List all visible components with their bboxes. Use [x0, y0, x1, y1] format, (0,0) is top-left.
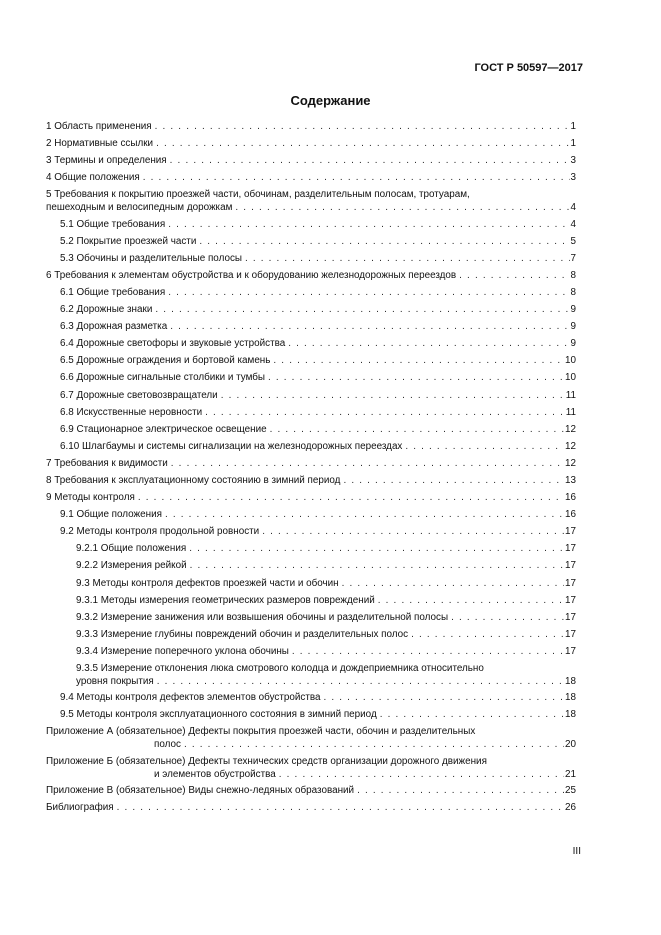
dot-leader: [221, 389, 565, 402]
toc-entry[interactable]: [46, 755, 576, 781]
toc-entry[interactable]: [46, 137, 576, 150]
toc-entry[interactable]: [46, 371, 576, 384]
dot-leader: [459, 269, 569, 282]
toc-entry-page: 17: [565, 645, 576, 657]
toc-entry-page: 17: [565, 543, 576, 555]
dot-leader: [411, 628, 564, 641]
toc-entry-title: 2 Нормативные ссылки: [46, 138, 154, 150]
toc-entry[interactable]: [46, 457, 576, 470]
dot-leader: [270, 423, 564, 436]
toc-entry[interactable]: [46, 423, 576, 436]
toc-entry-page: 4: [570, 202, 576, 214]
toc-entry-title: 6.1 Общие требования: [60, 286, 166, 298]
toc-entry-page: 9: [570, 304, 576, 316]
toc-entry[interactable]: [46, 252, 576, 265]
toc-entry[interactable]: [46, 691, 576, 704]
toc-entry[interactable]: [46, 645, 576, 658]
toc-entry-title: 6.7 Дорожные световозвращатели: [60, 389, 218, 401]
toc-entry-line: Приложение А (обязательное) Дефекты покрытия проезжей части, обочин и разделительных: [46, 726, 476, 738]
toc-entry-title: 9.4 Методы контроля дефектов элементов обустройства: [60, 692, 321, 704]
toc-entry-title: 6.3 Дорожная разметка: [60, 321, 168, 333]
toc-entry-title: 5.2 Покрытие проезжей части: [60, 235, 197, 247]
toc-entry[interactable]: [46, 171, 576, 184]
toc-entry-title: полос: [154, 739, 181, 751]
toc-entry[interactable]: [46, 611, 576, 624]
dot-leader: [156, 137, 569, 150]
toc-entry-page: 8: [570, 269, 576, 281]
toc-entry[interactable]: [46, 508, 576, 521]
toc-entry[interactable]: [46, 542, 576, 555]
dot-leader: [171, 457, 564, 470]
toc-entry-page: 18: [565, 676, 576, 687]
toc-entry[interactable]: [46, 725, 576, 751]
toc-entry-page: 18: [565, 692, 576, 704]
toc-entry-page: 13: [565, 474, 576, 486]
dot-leader: [288, 337, 569, 350]
toc-entry-title: 9.2.2 Измерения рейкой: [76, 560, 187, 572]
toc-entry[interactable]: [46, 218, 576, 231]
toc-entry-title: 6.9 Стационарное электрическое освещение: [60, 423, 267, 435]
toc-entry-title: 9.3.1 Методы измерения геометрических размеров повреждений: [76, 594, 375, 606]
page-number: III: [572, 846, 581, 857]
dot-leader: [184, 738, 564, 751]
toc-entry-title: 6.10 Шлагбаумы и системы сигнализации на железнодорожных переездах: [60, 440, 403, 452]
toc-entry[interactable]: [46, 337, 576, 350]
dot-leader: [380, 708, 564, 721]
toc-entry[interactable]: [46, 662, 576, 688]
toc-entry-page: 11: [565, 406, 576, 418]
toc-entry-page: 10: [565, 355, 576, 367]
dot-leader: [451, 611, 564, 624]
toc-entry[interactable]: [46, 594, 576, 607]
toc-entry-title: 1 Область применения: [46, 121, 152, 132]
dot-leader: [189, 542, 564, 555]
toc-entry-page: 12: [565, 423, 576, 435]
toc-entry[interactable]: [46, 406, 576, 419]
toc-entry-page: 21: [565, 768, 576, 780]
dot-leader: [143, 171, 570, 184]
toc-entry-title: 7 Требования к видимости: [46, 457, 168, 469]
dot-leader: [262, 525, 564, 538]
toc-entry-line: 5 Требования к покрытию проезжей части, обочинам, разделительным полосам, тротуарам,: [46, 189, 470, 201]
toc-entry-page: 5: [570, 235, 576, 247]
toc-entry-title: пешеходным и велосипедным дорожкам: [46, 202, 233, 214]
dot-leader: [357, 784, 564, 797]
toc-entry-title: 6.6 Дорожные сигнальные столбики и тумбы: [60, 372, 266, 384]
dot-leader: [343, 474, 564, 487]
toc-entry-page: 16: [565, 509, 576, 521]
dot-leader: [168, 286, 569, 299]
toc-entry[interactable]: [46, 303, 576, 316]
toc-entry-title: 9.3 Методы контроля дефектов проезжей части и обочин: [76, 577, 339, 589]
toc-entry-line: Приложение Б (обязательное) Дефекты технических средств организации дорожного движения: [46, 755, 487, 767]
toc-entry-title: 9.3.4 Измерение поперечного уклона обочины: [76, 645, 289, 657]
toc-entry[interactable]: [46, 269, 576, 282]
dot-leader: [279, 768, 564, 781]
toc-entry-page: 3: [570, 172, 576, 184]
toc-entry-page: 17: [565, 526, 576, 538]
dot-leader: [378, 594, 564, 607]
toc-entry[interactable]: [46, 474, 576, 487]
dot-leader: [205, 406, 565, 419]
dot-leader: [168, 218, 569, 231]
toc-entry-title: 9.5 Методы контроля эксплуатационного состояния в зимний период: [60, 709, 377, 721]
document-code: ГОСТ Р 50597—2017: [474, 62, 583, 74]
toc-entry-line: 9.3.5 Измерение отклонения люка смотрового колодца и дождеприемника относительно: [76, 663, 484, 674]
toc-entry-page: 12: [565, 440, 576, 452]
toc-entry[interactable]: [46, 801, 576, 814]
toc-entry-page: 11: [565, 389, 576, 401]
toc-entry-title: 6.2 Дорожные знаки: [60, 304, 153, 316]
dot-leader: [117, 801, 564, 814]
toc-entry-title: уровня покрытия: [76, 676, 154, 687]
toc-entry-title: 9.3.2 Измерение занижения или возвышения обочины и разделительной полосы: [76, 611, 449, 623]
table-of-contents: [46, 120, 576, 818]
dot-leader: [165, 508, 564, 521]
dot-leader: [268, 371, 564, 384]
toc-entry[interactable]: [46, 708, 576, 721]
toc-entry[interactable]: [46, 188, 576, 214]
toc-entry[interactable]: [46, 491, 576, 504]
toc-entry-page: 17: [565, 560, 576, 572]
toc-entry[interactable]: [46, 525, 576, 538]
toc-entry[interactable]: [46, 784, 576, 797]
toc-entry-page: 8: [570, 286, 576, 298]
dot-leader: [155, 120, 570, 133]
toc-entry-page: 9: [570, 338, 576, 350]
dot-leader: [235, 201, 569, 214]
dot-leader: [170, 320, 569, 333]
toc-entry-title: 9 Методы контроля: [46, 492, 135, 504]
toc-entry-title: 6.5 Дорожные ограждения и бортовой камень: [60, 355, 271, 367]
dot-leader: [199, 235, 569, 248]
toc-entry-title: и элементов обустройства: [154, 768, 276, 780]
toc-entry[interactable]: [46, 235, 576, 248]
page-title: Содержание: [290, 93, 371, 108]
dot-leader: [190, 559, 564, 572]
dot-leader: [273, 354, 564, 367]
dot-leader: [405, 440, 564, 453]
toc-entry-title: 3 Термины и определения: [46, 155, 167, 167]
dot-leader: [155, 303, 569, 316]
dot-leader: [342, 577, 564, 590]
toc-entry-page: 3: [570, 155, 576, 167]
toc-entry[interactable]: [46, 559, 576, 572]
toc-entry-title: 6.8 Искусственные неровности: [60, 406, 203, 418]
toc-entry-title: 6.4 Дорожные светофоры и звуковые устройства: [60, 338, 286, 350]
toc-entry-title: 9.2.1 Общие положения: [76, 543, 187, 555]
toc-entry[interactable]: [46, 577, 576, 590]
toc-entry-page: 10: [565, 372, 576, 384]
toc-entry-page: 1: [570, 121, 576, 132]
toc-entry-page: 7: [570, 252, 576, 264]
toc-entry-title: 8 Требования к эксплуатационному состоянию в зимний период: [46, 474, 341, 486]
toc-entry[interactable]: [46, 320, 576, 333]
toc-entry-page: 26: [565, 801, 576, 813]
toc-entry-page: 25: [565, 784, 576, 796]
toc-entry-page: 18: [565, 709, 576, 721]
dot-leader: [292, 645, 564, 658]
toc-entry-page: 16: [565, 492, 576, 504]
toc-entry[interactable]: [46, 120, 576, 133]
dot-leader: [138, 491, 564, 504]
dot-leader: [245, 252, 570, 265]
toc-entry[interactable]: [46, 154, 576, 167]
toc-entry-page: 1: [570, 138, 576, 150]
dot-leader: [324, 691, 565, 704]
toc-entry-title: Приложение В (обязательное) Виды снежно-ледяных образований: [46, 784, 355, 796]
toc-entry-page: 9: [570, 321, 576, 333]
toc-entry-title: 9.2 Методы контроля продольной ровности: [60, 526, 260, 538]
toc-entry-title: Библиография: [46, 801, 114, 813]
toc-entry-page: 17: [565, 611, 576, 623]
toc-entry-page: 20: [565, 739, 576, 751]
dot-leader: [170, 154, 570, 167]
toc-entry[interactable]: [46, 389, 576, 402]
toc-entry-title: 9.3.3 Измерение глубины повреждений обочин и разделительных полос: [76, 628, 409, 640]
toc-entry-title: 4 Общие положения: [46, 172, 140, 184]
toc-entry-page: 17: [565, 628, 576, 640]
toc-entry[interactable]: [46, 286, 576, 299]
toc-entry-page: 17: [565, 577, 576, 589]
toc-entry-title: 5.3 Обочины и разделительные полосы: [60, 252, 242, 264]
toc-entry-page: 12: [565, 457, 576, 469]
toc-entry-page: 4: [570, 218, 576, 230]
toc-entry-title: 9.1 Общие положения: [60, 509, 162, 521]
toc-entry[interactable]: [46, 440, 576, 453]
toc-entry-page: 17: [565, 594, 576, 606]
dot-leader: [157, 675, 564, 688]
toc-entry[interactable]: [46, 354, 576, 367]
toc-entry-title: 5.1 Общие требования: [60, 218, 166, 230]
toc-entry-title: 6 Требования к элементам обустройства и к оборудованию железнодорожных переездов: [46, 269, 457, 281]
toc-entry[interactable]: [46, 628, 576, 641]
